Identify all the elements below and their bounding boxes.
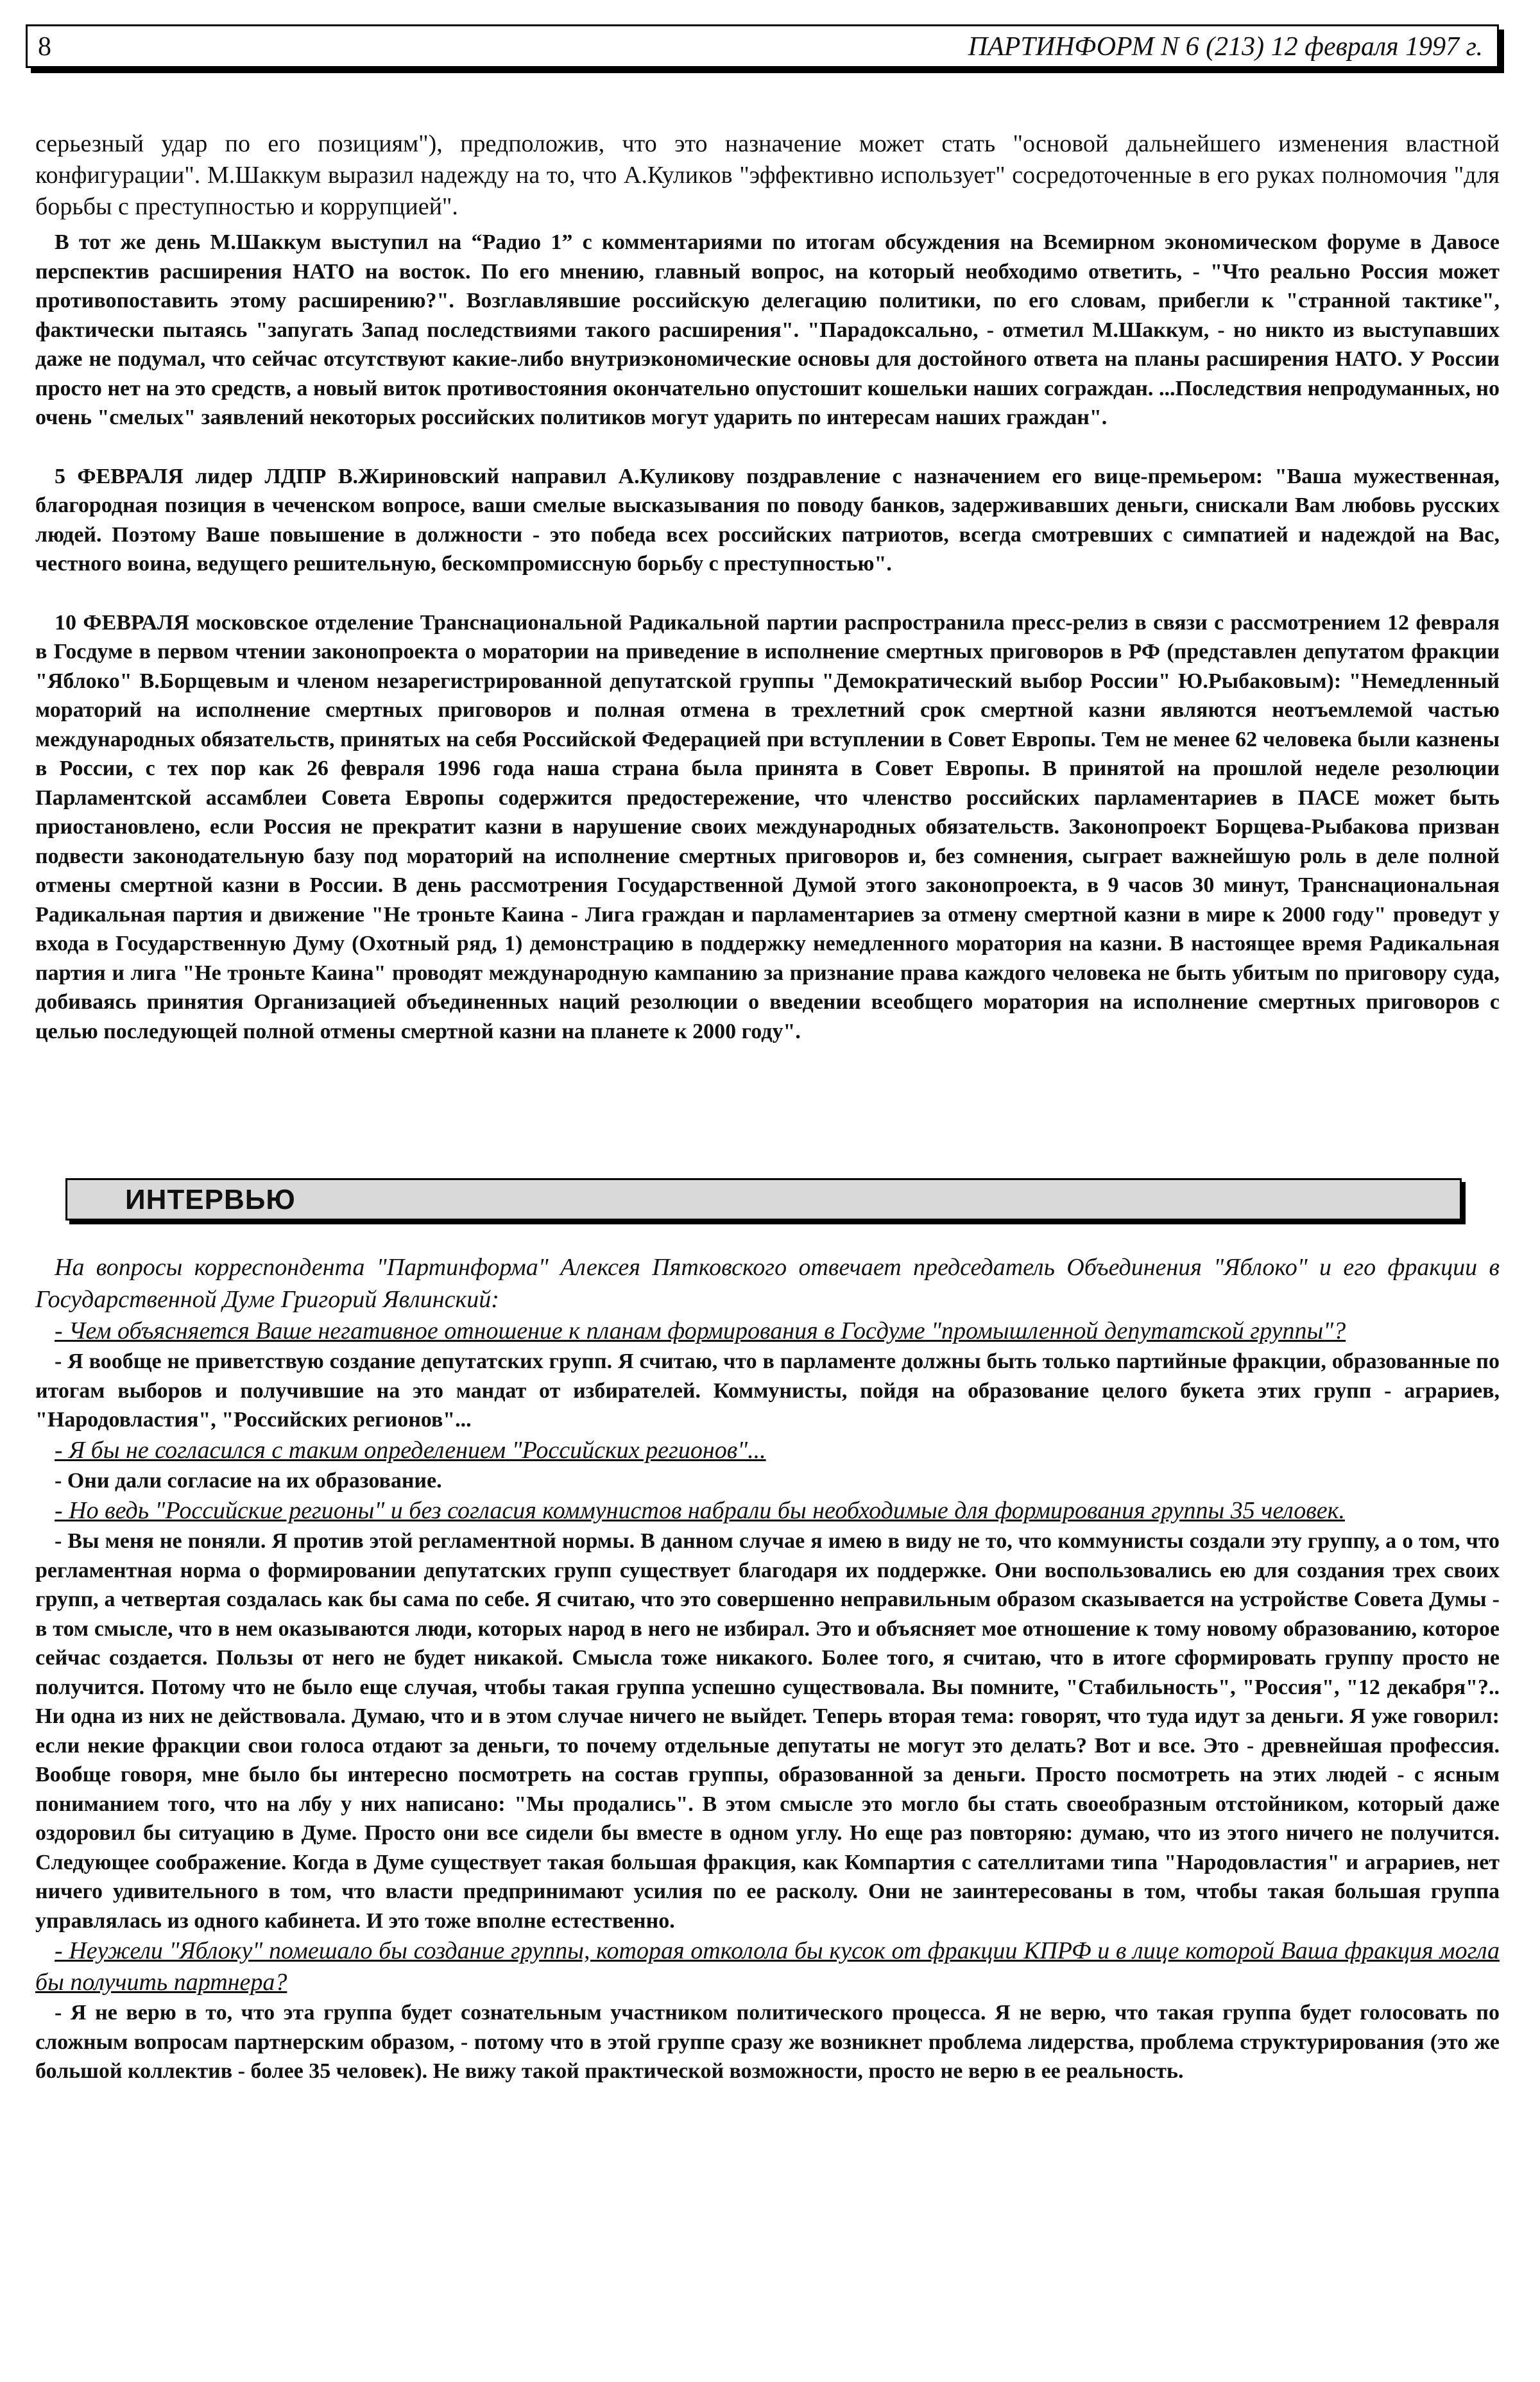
interview-question-1: - Чем объясняется Ваше негативное отношение к планам формирования в Госдуме "промышленной депутатской группы"?: [55, 1317, 1346, 1344]
news-paragraph-2: В тот же день М.Шаккум выступил на “Радио 1” с комментариями по итогам обсуждения на Всемирном экономическом форуме в Давосе перспектив расширения НАТО на восток. По его мнению, главный вопрос, на который необходимо ответить, - "Что реально Россия может противопоставить этому расширению?". Возглавлявшие российскую делегацию политики, по его словам, прибегли к "странной тактике", фактически пытаясь "запугать Запад последствиями такого расширения". "Парадоксально, - отметил М.Шаккум, - но никто из выступавших даже не подумал, что сейчас отсутствуют какие-либо внутриэкономические основы для достойного ответа на планы расширения НАТО. У России просто нет на это средств, а новый виток противостояния окончательно опустошит кошельки наших сограждан. ...Последствия непродуманных, но очень "смелых" заявлений некоторых российских политиков могут ударить по интересам наших граждан".: [35, 230, 1500, 429]
interview-answer-1: - Я вообще не приветствую создание депутатских групп. Я считаю, что в парламенте должны быть только партийные фракции, образованные по итогам выборов и получившие на это мандат от избирателей. Коммунисты, пойдя на образование целого букета этих групп - аграриев, "Народовластия", "Российских регионов"...: [35, 1350, 1500, 1432]
interview-block: [35, 1251, 1500, 2086]
masthead-title: ПАРТИНФОРМ N 6 (213) 12 февраля 1997 г.: [968, 32, 1483, 62]
page-number: 8: [38, 32, 51, 62]
news-paragraph-1: серьезный удар по его позициям"), предположив, что это назначение может стать "основой дальнейшего изменения властной конфигурации". М.Шаккум выразил надежду на то, что А.Куликов "эффективно использует" сосредоточенные в его руках полномочия "для борьбы с преступностью и коррупцией".: [35, 130, 1500, 220]
interview-answer-3: - Вы меня не поняли. Я против этой регламентной нормы. В данном случае я имею в виду не то, что коммунисты создали эту группу, а о том, что регламентная норма о формировании депутатских групп существует благодаря их поддержке. Они воспользовались ею для создания трех своих групп, а четвертая создалась как бы сама по себе. Я считаю, что это совершенно неправильным образом сказывается на устройстве Совета Думы - в том смысле, что в нем оказываются люди, которых народ в него не избирал. Это и объясняет мое отношение к тому новому образованию, которое сейчас создается. Пользы от него не будет никакой. Смысла тоже никакого. Более того, я считаю, что в итоге сформировать группу просто не получится. Потому что не было еще случая, чтобы такая группа успешно существовала. Вы помните, "Стабильность", "Россия", "12 декабря"?.. Ни одна из них не действовала. Думаю, что и в этом случае ничего не выйдет. Теперь вторая тема: говорят, что туда идут за деньги. Я уже говорил: если некие фракции свои голоса отдают за деньги, то почему отдельные депутаты не могут это делать? Вот и все. Это - древнейшая профессия. Вообще говоря, мне было бы интересно посмотреть на состав группы, образованной за деньги. Просто посмотреть на этих людей - с ясным пониманием того, что на лбу у них написано: "Мы продались". В этом смысле это могло бы стать своеобразным отстойником, который даже оздоровил бы ситуацию в Думе. Просто они все сидели бы вместе в одном углу. Но еще раз повторяю: думаю, что из этого ничего не получится. Следующее соображение. Когда в Думе существует такая большая фракция, как Компартия с сателлитами типа "Народовластия" и аграриев, нет ничего удивительного в том, что власти предпринимают усилия по ее расколу. Они не заинтересованы в том, чтобы такая большая группа управлялась из одного кабинета. И это тоже вполне естественно.: [35, 1529, 1500, 1933]
interview-question-3: - Но ведь "Российские регионы" и без согласия коммунистов набрали бы необходимые для формирования группы 35 человек.: [55, 1497, 1345, 1524]
news-column: [35, 128, 1500, 1046]
section-header-box: [65, 1178, 1462, 1221]
interview-intro: На вопросы корреспондента "Партинформа" Алексея Пятковского отвечает председатель Объединения "Яблоко" и его фракции в Государственной Думе Григорий Явлинский:: [35, 1254, 1500, 1313]
news-paragraph-4: 10 ФЕВРАЛЯ московское отделение Транснациональной Радикальной партии распространила пресс-релиз в связи с рассмотрением 12 февраля в Госдуме в первом чтении законопроекта о моратории на приведение в исполнение смертных приговоров в РФ (представлен депутатом фракции "Яблоко" В.Борщевым и членом незарегистрированной депутатской группы "Демократический выбор России" Ю.Рыбаковым): "Немедленный мораторий на исполнение смертных приговоров и полная отмена в трехлетний срок смертной казни являются неотъемлемой частью международных обязательств, принятых на себя Российской Федерацией при вступлении в Совет Европы. Тем не менее 62 человека были казнены в России, с тех пор как 26 февраля 1996 года наша страна была принята в Совет Европы. В принятой на прошлой неделе резолюции Парламентской ассамблеи Совета Европы содержится предостережение, что членство российских парламентариев в ПАСЕ может быть приостановлено, если Россия не прекратит казни в нарушение своих международных обязательств. Законопроект Борщева-Рыбакова призван подвести законодательную базу под мораторий на исполнение смертных приговоров и, без сомнения, сыграет важнейшую роль в деле полной отмены смертной казни в России. В день рассмотрения Государственной Думой этого законопроекта, в 9 часов 30 минут, Транснациональная Радикальная партия и движение "Не троньте Каина - Лига граждан и парламентариев за отмену смертной казни в мире к 2000 году" проведут у входа в Государственную Думу (Охотный ряд, 1) демонстрацию в поддержку немедленного моратория на казни. В настоящее время Радикальная партия и лига "Не троньте Каина" проводят международную кампанию за признание права каждого человека не быть убитым по приговору суда, добиваясь принятия Организацией объединенных наций резолюции о введении всеобщего моратория на исполнение смертных приговоров с целью последующей полной отмены смертной казни на планете к 2000 году".: [35, 610, 1500, 1043]
interview-answer-2: - Они дали согласие на их образование.: [55, 1468, 442, 1493]
section-title: ИНТЕРВЬЮ: [125, 1184, 296, 1215]
interview-question-2: - Я бы не согласился с таким определением "Российских регионов"...: [55, 1436, 766, 1464]
interview-question-4: - Неужели "Яблоку" помешало бы создание группы, которая отколола бы кусок от фракции КПРФ и в лице которой Ваша фракция могла бы получить партнера?: [35, 1937, 1500, 1996]
interview-answer-4: - Я не верю в то, что эта группа будет сознательным участником политического процесса. Я не верю, что такая группа будет голосовать по сложным вопросам партнерским образом, - потому что в этой группе сразу же возникнет проблема лидерства, проблема структурирования (это же большой коллектив - более 35 человек). Не вижу такой практической возможности, просто не верю в ее реальность.: [35, 2001, 1500, 2083]
page-header: [26, 24, 1499, 68]
news-paragraph-3: 5 ФЕВРАЛЯ лидер ЛДПР В.Жириновский направил А.Куликову поздравление с назначением его вице-премьером: "Ваша мужественная, благородная позиция в чеченском вопросе, ваши смелые высказывания по поводу банков, задерживавших деньги, снискали Вам любовь русских людей. Поэтому Ваше повышение в должности - это победа всех российских патриотов, всегда смотревших с симпатией и надеждой на Вас, честного воина, ведущего решительную, бескомпромиссную борьбу с преступностью".: [35, 464, 1500, 576]
